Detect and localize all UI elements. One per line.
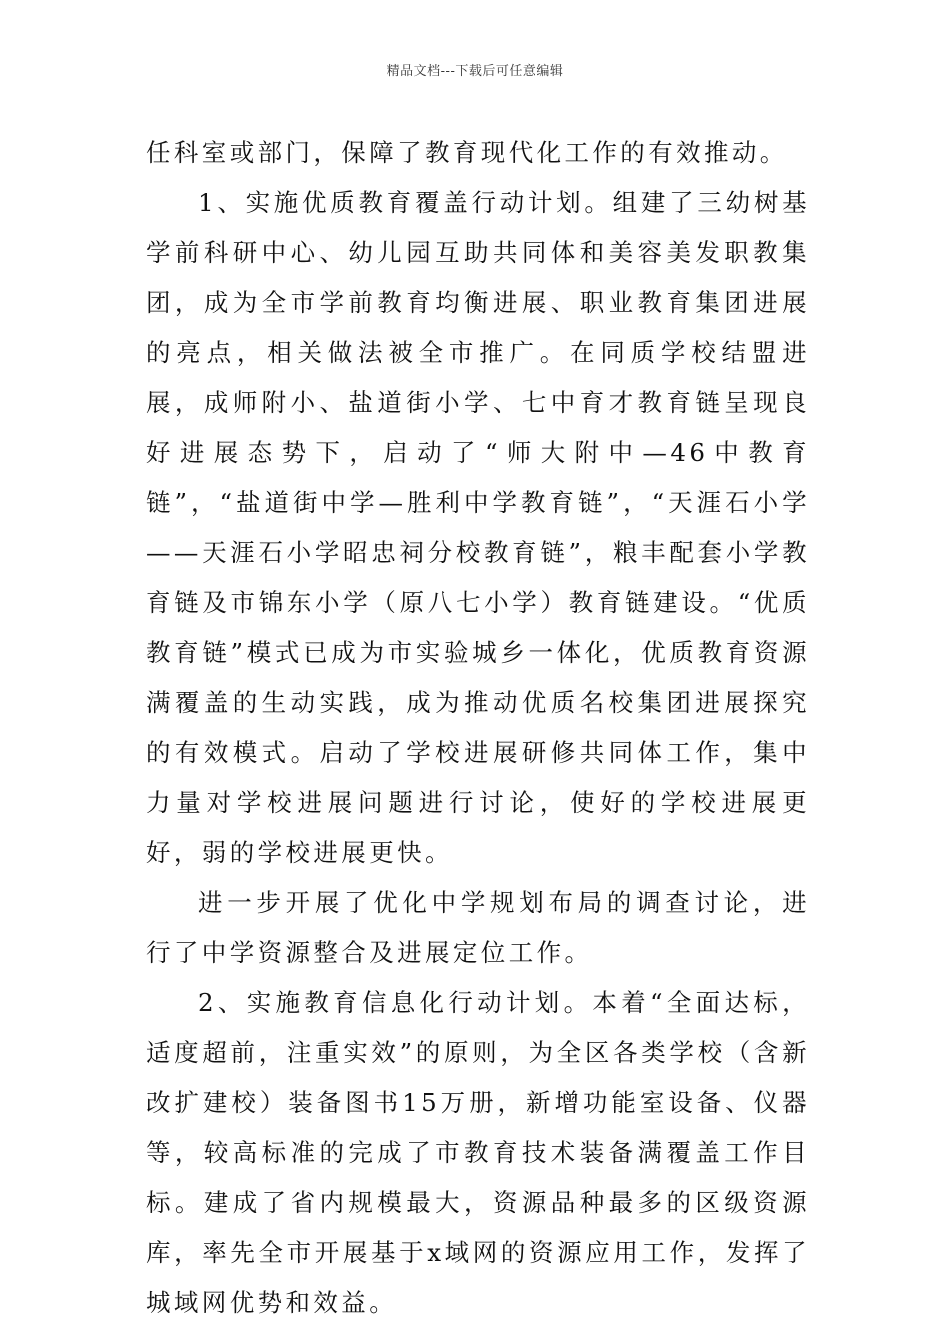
- document-body: [146, 128, 810, 1328]
- paragraph-middle-school-layout: 进一步开展了优化中学规划布局的调查讨论，进行了中学资源整合及进展定位工作。: [146, 888, 810, 967]
- paragraph-quality-education-plan: 1、实施优质教育覆盖行动计划。组建了三幼树基学前科研中心、幼儿园互助共同体和美容美发职教集团，成为全市学前教育均衡进展、职业教育集团进展的亮点，相关做法被全市推广。在同质学校结盟进展，成师附小、盐道街小学、七中育才教育链呈现良好进展态势下，启动了“师大附中—46中教育链”，“盐道街中学—胜利中学教育链”，“天涯石小学——天涯石小学昭忠祠分校教育链”，粮丰配套小学教育链及市锦东小学（原八七小学）教育链建设。“优质教育链”模式已成为市实验城乡一体化，优质教育资源满覆盖的生动实践，成为推动优质名校集团进展探究的有效模式。启动了学校进展研修共同体工作，集中力量对学校进展问题进行讨论，使好的学校进展更好，弱的学校进展更快。: [146, 188, 810, 867]
- page-header: 精品文档---下载后可任意编辑: [386, 64, 564, 79]
- paragraph-continuation: 任科室或部门，保障了教育现代化工作的有效推动。: [146, 138, 788, 167]
- paragraph-education-informatization: 2、实施教育信息化行动计划。本着“全面达标，适度超前，注重实效”的原则，为全区各类学校（含新改扩建校）装备图书15万册，新增功能室设备、仪器等，较高标准的完成了市教育技术装备满覆盖工作目标。建成了省内规模最大，资源品种最多的区级资源库，率先全市开展基于x域网的资源应用工作，发挥了城域网优势和效益。: [146, 988, 810, 1317]
